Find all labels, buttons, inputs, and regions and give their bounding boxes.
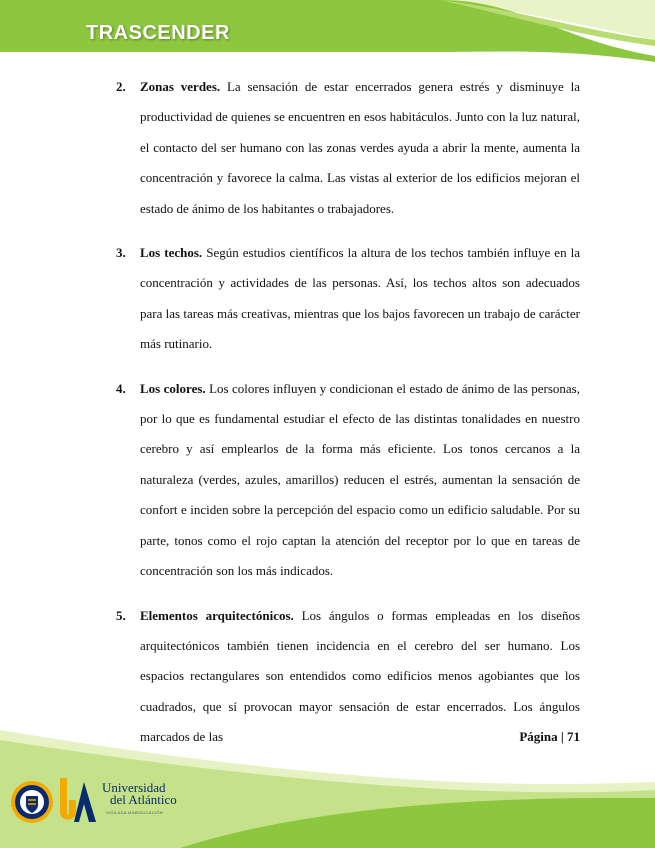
item-number: 3. [116, 245, 126, 261]
list-item [116, 374, 580, 587]
item-number: 4. [116, 380, 126, 396]
university-name-line2: del Atlántico [110, 792, 177, 807]
item-title: Los colores. [140, 380, 206, 396]
item-title: Elementos arquitectónicos. [140, 607, 294, 623]
item-number: 2. [116, 79, 126, 94]
document-body [116, 72, 580, 767]
item-paragraph [140, 72, 580, 224]
header-title: TRASCENDER [86, 22, 230, 44]
item-title: Zonas verdes. [140, 79, 221, 94]
university-name-line1: Universidad [102, 780, 166, 795]
item-body: Los colores influyen y condicionan el estado de ánimo de las personas, por lo que es fundamental estudiar el efecto de las distintas tonalidades en nuestro cerebro y así emplearlos de la forma más eficiente. Los tonos cercanos a la naturaleza (verdes, azules, amarillos) reducen el estrés, aumentan la sensación de confort e inciden sobre la percepción del espacio como un edificio saludable. Por su parte, tonos como el rojo captan la atención del receptor por lo que en tareas de concentración son los más indicados. [140, 380, 580, 579]
page-number: Página | 71 [519, 729, 580, 744]
university-logo [10, 772, 190, 832]
list-item [116, 238, 580, 360]
list-item [116, 72, 580, 224]
item-body: Según estudios científicos la altura de los techos también influye en la concentración y actividades de las personas. Así, los techos altos son adecuados para las tareas más creativas, mientras que los bajos favorecen un trabajo de carácter más rutinario. [140, 245, 580, 352]
university-name [102, 782, 177, 806]
item-paragraph [140, 374, 580, 587]
item-paragraph [140, 238, 580, 360]
ua-monogram-icon [56, 774, 98, 826]
item-number: 5. [116, 607, 126, 623]
item-body: Los ángulos o formas empleadas en los diseños arquitectónicos también tienen incidencia en el cerebro del ser humano. Los espacios rectangulares son entendidos como edificios menos agobiantes que los cuadrados, que sí provocan mayor sensación de estar encerrados. Los ángulos marcados de las [140, 607, 581, 745]
university-tagline: VIGILADA MINEDUCACIÓN [106, 810, 163, 815]
university-seal-icon [10, 780, 54, 824]
item-title: Los techos. [140, 245, 203, 261]
item-body: La sensación de estar encerrados genera estrés y disminuye la productividad de quienes se encuentren en esos habitáculos. Junto con la luz natural, el contacto del ser humano con las zonas verdes ayuda a abrir la mente, aumenta la concentración y favorece la calma. Las vistas al exterior de los edificios mejoran el estado de ánimo de los habitantes o trabajadores. [140, 79, 580, 216]
